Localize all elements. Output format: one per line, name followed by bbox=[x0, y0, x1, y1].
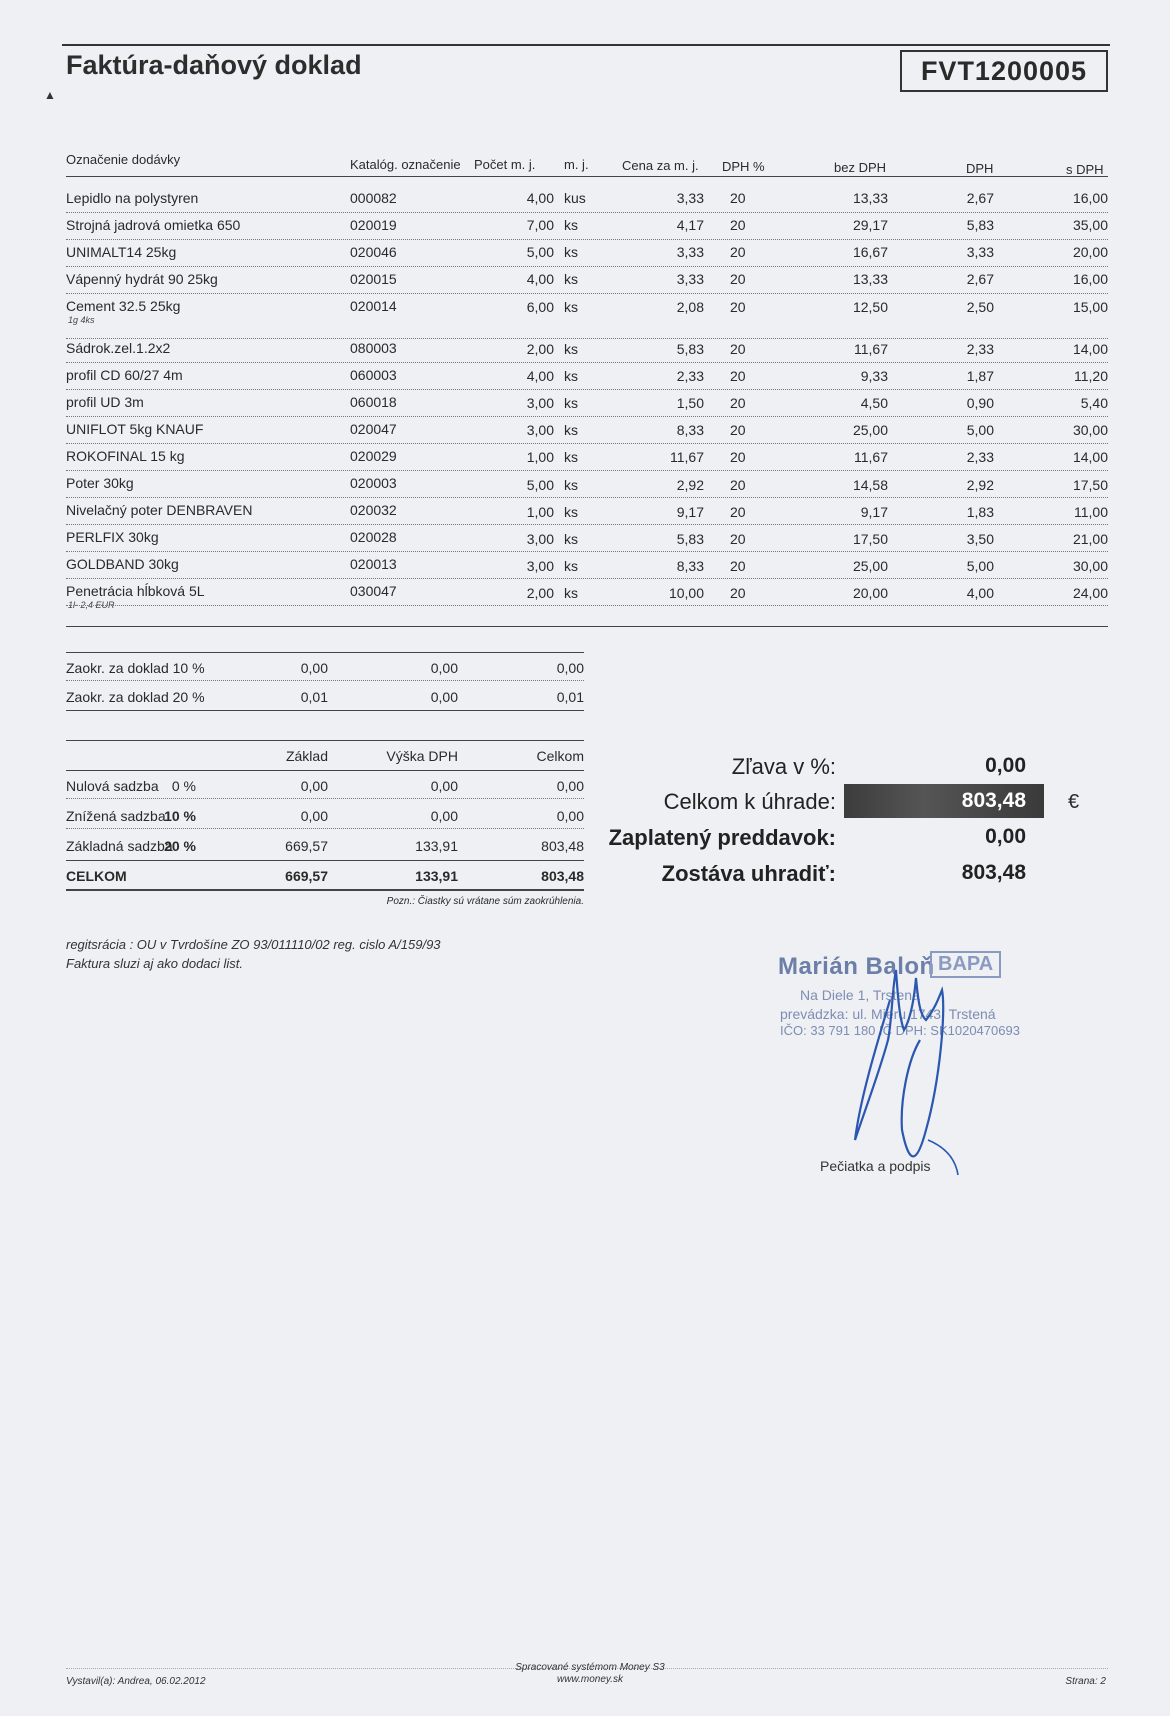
vat-row-amount: 133,91 bbox=[415, 838, 458, 854]
item-vat-pct: 20 bbox=[730, 422, 746, 438]
row-divider bbox=[66, 389, 1108, 390]
item-vat-pct: 20 bbox=[730, 558, 746, 574]
item-qty: 1,00 bbox=[526, 449, 554, 465]
item-catalog: 080003 bbox=[350, 340, 397, 356]
item-name: profil UD 3m bbox=[66, 394, 144, 410]
item-total: 20,00 bbox=[1072, 244, 1108, 260]
row-divider bbox=[66, 416, 1108, 417]
item-unit: ks bbox=[564, 217, 578, 233]
item-name: Nivelačný poter DENBRAVEN bbox=[66, 502, 253, 518]
item-vat: 3,33 bbox=[966, 244, 994, 260]
item-unit: ks bbox=[564, 299, 578, 315]
item-vat: 5,83 bbox=[966, 217, 994, 233]
vat-total-rule bbox=[66, 860, 584, 861]
vat-total-label: CELKOM bbox=[66, 868, 127, 884]
item-base: 16,67 bbox=[852, 244, 888, 260]
remaining-label: Zostáva uhradiť: bbox=[661, 861, 836, 886]
document-title: Faktúra-daňový doklad bbox=[66, 50, 362, 80]
item-base: 9,17 bbox=[860, 504, 888, 520]
row-divider bbox=[66, 443, 1108, 444]
item-vat-pct: 20 bbox=[730, 244, 746, 260]
item-catalog: 020046 bbox=[350, 244, 397, 260]
vat-header-total: Celkom bbox=[536, 748, 584, 764]
item-qty: 2,00 bbox=[526, 341, 554, 357]
row-divider bbox=[66, 551, 1108, 552]
item-unit: ks bbox=[564, 531, 578, 547]
item-vat: 2,67 bbox=[966, 271, 994, 287]
item-base: 25,00 bbox=[852, 558, 888, 574]
item-qty: 3,00 bbox=[526, 558, 554, 574]
table-bottom-rule bbox=[66, 626, 1108, 627]
header-with-vat: s DPH bbox=[1066, 162, 1104, 177]
item-unit-price: 4,17 bbox=[676, 217, 704, 233]
item-vat-pct: 20 bbox=[730, 368, 746, 384]
item-qty: 2,00 bbox=[526, 585, 554, 601]
vat-bottom-rule bbox=[66, 889, 584, 891]
rounding-label: Zaokr. za doklad 20 % bbox=[66, 689, 205, 705]
item-vat: 2,50 bbox=[966, 299, 994, 315]
vat-row-label: Základná sadzba bbox=[66, 838, 173, 854]
item-catalog: 020003 bbox=[350, 475, 397, 491]
item-total: 17,50 bbox=[1072, 477, 1108, 493]
amount-due-label: Celkom k úhrade: bbox=[663, 789, 836, 814]
item-vat-pct: 20 bbox=[730, 477, 746, 493]
vat-row-rate: 20 % bbox=[164, 838, 196, 854]
item-base: 13,33 bbox=[852, 271, 888, 287]
item-base: 25,00 bbox=[852, 422, 888, 438]
header-qty: Počet m. j. bbox=[474, 157, 536, 172]
item-note: 1l- 2,4 EUR bbox=[68, 600, 115, 610]
advance-value: 0,00 bbox=[985, 825, 1026, 848]
delivery-note: Faktura sluzi aj ako dodaci list. bbox=[66, 956, 244, 971]
item-name: PERLFIX 30kg bbox=[66, 529, 159, 545]
item-unit-price: 2,08 bbox=[676, 299, 704, 315]
item-catalog: 020032 bbox=[350, 502, 397, 518]
stamp-branch: prevádzka: ul. Mieru 1743, Trstená bbox=[780, 1006, 996, 1022]
item-note: 1g 4ks bbox=[68, 315, 95, 325]
rounding-top-rule bbox=[66, 652, 584, 653]
item-vat-pct: 20 bbox=[730, 217, 746, 233]
footer-website: www.money.sk bbox=[557, 1674, 623, 1685]
item-unit: ks bbox=[564, 477, 578, 493]
item-qty: 4,00 bbox=[526, 190, 554, 206]
item-catalog: 060018 bbox=[350, 394, 397, 410]
row-divider bbox=[66, 239, 1108, 240]
item-qty: 3,00 bbox=[526, 422, 554, 438]
row-divider bbox=[66, 605, 1108, 606]
header-vat: DPH bbox=[966, 161, 994, 176]
item-base: 11,67 bbox=[854, 341, 888, 357]
vat-row-label: Znížená sadzba bbox=[66, 808, 166, 824]
item-vat: 4,00 bbox=[966, 585, 994, 601]
rounding-value: 0,00 bbox=[430, 660, 458, 676]
item-base: 12,50 bbox=[852, 299, 888, 315]
item-vat: 5,00 bbox=[966, 558, 994, 574]
vat-row-rule bbox=[66, 828, 584, 829]
vat-row-rate: 0 % bbox=[171, 778, 196, 794]
stamp-company-name: Marián Baloň bbox=[778, 953, 935, 980]
item-catalog: 020029 bbox=[350, 448, 397, 464]
item-qty: 5,00 bbox=[526, 477, 554, 493]
vat-total-amount: 133,91 bbox=[415, 868, 458, 884]
item-unit: ks bbox=[564, 368, 578, 384]
item-total: 14,00 bbox=[1072, 341, 1108, 357]
item-catalog: 020013 bbox=[350, 556, 397, 572]
row-divider bbox=[66, 212, 1108, 213]
remaining-value: 803,48 bbox=[961, 861, 1026, 884]
footer-page: Strana: 2 bbox=[1065, 1676, 1106, 1687]
item-name: Penetrácia hĺbková 5L bbox=[66, 583, 205, 599]
header-item: Označenie dodávky bbox=[66, 152, 181, 167]
vat-header-amount: Výška DPH bbox=[386, 748, 458, 764]
discount-value: 0,00 bbox=[985, 754, 1026, 777]
item-catalog: 020015 bbox=[350, 271, 397, 287]
item-total: 16,00 bbox=[1072, 271, 1108, 287]
item-catalog: 020019 bbox=[350, 217, 397, 233]
vat-row-base: 0,00 bbox=[300, 778, 328, 794]
item-name: Strojná jadrová omietka 650 bbox=[66, 217, 241, 233]
header-unit-price: Cena za m. j. bbox=[622, 158, 699, 173]
stamp-caption: Pečiatka a podpis bbox=[820, 1158, 931, 1174]
row-divider bbox=[66, 578, 1108, 579]
item-unit: ks bbox=[564, 558, 578, 574]
header-catalog: Katalóg. označenie bbox=[350, 157, 461, 172]
rounding-bottom-rule bbox=[66, 710, 584, 711]
item-name: Vápenný hydrát 90 25kg bbox=[66, 271, 218, 287]
item-total: 16,00 bbox=[1072, 190, 1108, 206]
item-base: 4,50 bbox=[860, 395, 888, 411]
vat-row-amount: 0,00 bbox=[430, 808, 458, 824]
vat-note: Pozn.: Čiastky sú vrátane súm zaokrúhlenia. bbox=[386, 896, 584, 907]
item-vat-pct: 20 bbox=[730, 190, 746, 206]
item-name: ROKOFINAL 15 kg bbox=[66, 448, 185, 464]
item-catalog: 020047 bbox=[350, 421, 397, 437]
item-qty: 5,00 bbox=[526, 244, 554, 260]
item-qty: 4,00 bbox=[526, 368, 554, 384]
item-name: Poter 30kg bbox=[66, 475, 134, 491]
stamp-ids: IČO: 33 791 180 IČ DPH: SK1020470693 bbox=[780, 1023, 1020, 1038]
item-name: Lepidlo na polystyren bbox=[66, 190, 199, 206]
item-unit-price: 8,33 bbox=[676, 422, 704, 438]
item-unit: ks bbox=[564, 585, 578, 601]
item-vat: 1,87 bbox=[966, 368, 994, 384]
item-unit: ks bbox=[564, 341, 578, 357]
item-total: 14,00 bbox=[1072, 449, 1108, 465]
item-name: UNIFLOT 5kg KNAUF bbox=[66, 421, 204, 437]
item-base: 17,50 bbox=[852, 531, 888, 547]
item-name: Sádrok.zel.1.2x2 bbox=[66, 340, 171, 356]
item-vat: 5,00 bbox=[966, 422, 994, 438]
item-base: 14,58 bbox=[852, 477, 888, 493]
header-unit: m. j. bbox=[564, 157, 589, 172]
header-vat-pct: DPH % bbox=[722, 159, 765, 174]
vat-row-base: 669,57 bbox=[285, 838, 328, 854]
row-divider bbox=[66, 293, 1108, 294]
rounding-value: 0,00 bbox=[300, 660, 328, 676]
currency-euro-icon: € bbox=[1068, 791, 1080, 813]
item-vat: 2,33 bbox=[966, 449, 994, 465]
item-total: 21,00 bbox=[1072, 531, 1108, 547]
item-qty: 3,00 bbox=[526, 395, 554, 411]
rounding-value: 0,01 bbox=[556, 689, 584, 705]
item-name: profil CD 60/27 4m bbox=[66, 367, 183, 383]
item-unit-price: 9,17 bbox=[676, 504, 704, 520]
item-total: 11,00 bbox=[1074, 504, 1108, 520]
registration-note: regitsrácia : OU v Tvrdošíne ZO 93/011110/02 reg. cislo A/159/93 bbox=[66, 937, 441, 952]
item-vat: 0,90 bbox=[966, 395, 994, 411]
item-vat: 2,33 bbox=[966, 341, 994, 357]
item-catalog: 020014 bbox=[350, 298, 397, 314]
item-unit-price: 3,33 bbox=[676, 190, 704, 206]
stamp-logo: BAPA bbox=[930, 951, 1001, 978]
title-rule bbox=[62, 44, 1110, 46]
item-unit: kus bbox=[564, 190, 586, 206]
item-base: 29,17 bbox=[852, 217, 888, 233]
vat-row-total: 0,00 bbox=[556, 778, 584, 794]
item-total: 11,20 bbox=[1074, 368, 1108, 384]
item-vat: 3,50 bbox=[966, 531, 994, 547]
item-base: 20,00 bbox=[852, 585, 888, 601]
vat-summary-top-rule bbox=[66, 740, 584, 741]
item-catalog: 060003 bbox=[350, 367, 397, 383]
item-unit-price: 5,83 bbox=[676, 531, 704, 547]
advance-label: Zaplatený preddavok: bbox=[608, 825, 836, 850]
signature-graphic bbox=[830, 930, 970, 1180]
item-unit-price: 8,33 bbox=[676, 558, 704, 574]
item-unit: ks bbox=[564, 422, 578, 438]
item-base: 9,33 bbox=[860, 368, 888, 384]
rounding-value: 0,00 bbox=[556, 660, 584, 676]
rounding-value: 0,00 bbox=[430, 689, 458, 705]
item-base: 13,33 bbox=[852, 190, 888, 206]
item-vat-pct: 20 bbox=[730, 531, 746, 547]
amount-due-value: 803,48 bbox=[961, 789, 1026, 812]
item-vat-pct: 20 bbox=[730, 504, 746, 520]
vat-row-total: 0,00 bbox=[556, 808, 584, 824]
item-total: 5,40 bbox=[1080, 395, 1108, 411]
item-name: Cement 32.5 25kg bbox=[66, 298, 181, 314]
item-unit-price: 10,00 bbox=[668, 585, 704, 601]
item-unit-price: 3,33 bbox=[676, 244, 704, 260]
item-unit-price: 2,33 bbox=[676, 368, 704, 384]
discount-label: Zľava v %: bbox=[731, 754, 836, 779]
vat-row-label: Nulová sadzba bbox=[66, 778, 159, 794]
item-qty: 6,00 bbox=[526, 299, 554, 315]
item-total: 30,00 bbox=[1072, 558, 1108, 574]
vat-row-amount: 0,00 bbox=[430, 778, 458, 794]
footer-system: Spracované systémom Money S3 bbox=[515, 1662, 665, 1673]
vat-row-rule bbox=[66, 798, 584, 799]
vat-row-total: 803,48 bbox=[541, 838, 584, 854]
item-unit-price: 2,92 bbox=[676, 477, 704, 493]
item-catalog: 030047 bbox=[350, 583, 397, 599]
item-unit-price: 3,33 bbox=[676, 271, 704, 287]
item-catalog: 000082 bbox=[350, 190, 397, 206]
rounding-row-rule bbox=[66, 680, 584, 681]
item-unit: ks bbox=[564, 504, 578, 520]
row-divider bbox=[66, 338, 1108, 339]
scan-mark-icon: ▲ bbox=[44, 88, 56, 102]
item-unit: ks bbox=[564, 395, 578, 411]
row-divider bbox=[66, 266, 1108, 267]
vat-row-base: 0,00 bbox=[300, 808, 328, 824]
header-rule bbox=[66, 176, 1108, 177]
vat-total-base: 669,57 bbox=[285, 868, 328, 884]
vat-total-total: 803,48 bbox=[541, 868, 584, 884]
item-total: 35,00 bbox=[1072, 217, 1108, 233]
item-name: GOLDBAND 30kg bbox=[66, 556, 179, 572]
item-qty: 3,00 bbox=[526, 531, 554, 547]
item-unit-price: 1,50 bbox=[676, 395, 704, 411]
header-without-vat: bez DPH bbox=[834, 160, 887, 175]
item-total: 24,00 bbox=[1072, 585, 1108, 601]
vat-header-rule bbox=[66, 770, 584, 771]
footer-issued-by: Vystavil(a): Andrea, 06.02.2012 bbox=[66, 1676, 206, 1687]
row-divider bbox=[66, 497, 1108, 498]
stamp-address: Na Diele 1, Trstená bbox=[800, 987, 920, 1003]
item-unit-price: 11,67 bbox=[670, 449, 704, 465]
item-qty: 7,00 bbox=[526, 217, 554, 233]
document-number-box: FVT1200005 bbox=[900, 50, 1108, 92]
rounding-value: 0,01 bbox=[300, 689, 328, 705]
row-divider bbox=[66, 362, 1108, 363]
item-total: 30,00 bbox=[1072, 422, 1108, 438]
item-unit: ks bbox=[564, 244, 578, 260]
item-catalog: 020028 bbox=[350, 529, 397, 545]
item-vat-pct: 20 bbox=[730, 299, 746, 315]
item-vat-pct: 20 bbox=[730, 585, 746, 601]
vat-header-base: Základ bbox=[285, 748, 328, 764]
item-vat: 2,92 bbox=[966, 477, 994, 493]
item-vat-pct: 20 bbox=[730, 271, 746, 287]
row-divider bbox=[66, 470, 1108, 471]
item-name: UNIMALT14 25kg bbox=[66, 244, 177, 260]
vat-row-rate: 10 % bbox=[164, 808, 196, 824]
item-unit: ks bbox=[564, 449, 578, 465]
item-vat: 1,83 bbox=[966, 504, 994, 520]
item-base: 11,67 bbox=[854, 449, 888, 465]
item-unit: ks bbox=[564, 271, 578, 287]
item-vat-pct: 20 bbox=[730, 395, 746, 411]
item-vat: 2,67 bbox=[966, 190, 994, 206]
row-divider bbox=[66, 524, 1108, 525]
item-total: 15,00 bbox=[1072, 299, 1108, 315]
item-unit-price: 5,83 bbox=[676, 341, 704, 357]
rounding-label: Zaokr. za doklad 10 % bbox=[66, 660, 205, 676]
item-vat-pct: 20 bbox=[730, 449, 746, 465]
item-qty: 1,00 bbox=[526, 504, 554, 520]
item-qty: 4,00 bbox=[526, 271, 554, 287]
item-vat-pct: 20 bbox=[730, 341, 746, 357]
